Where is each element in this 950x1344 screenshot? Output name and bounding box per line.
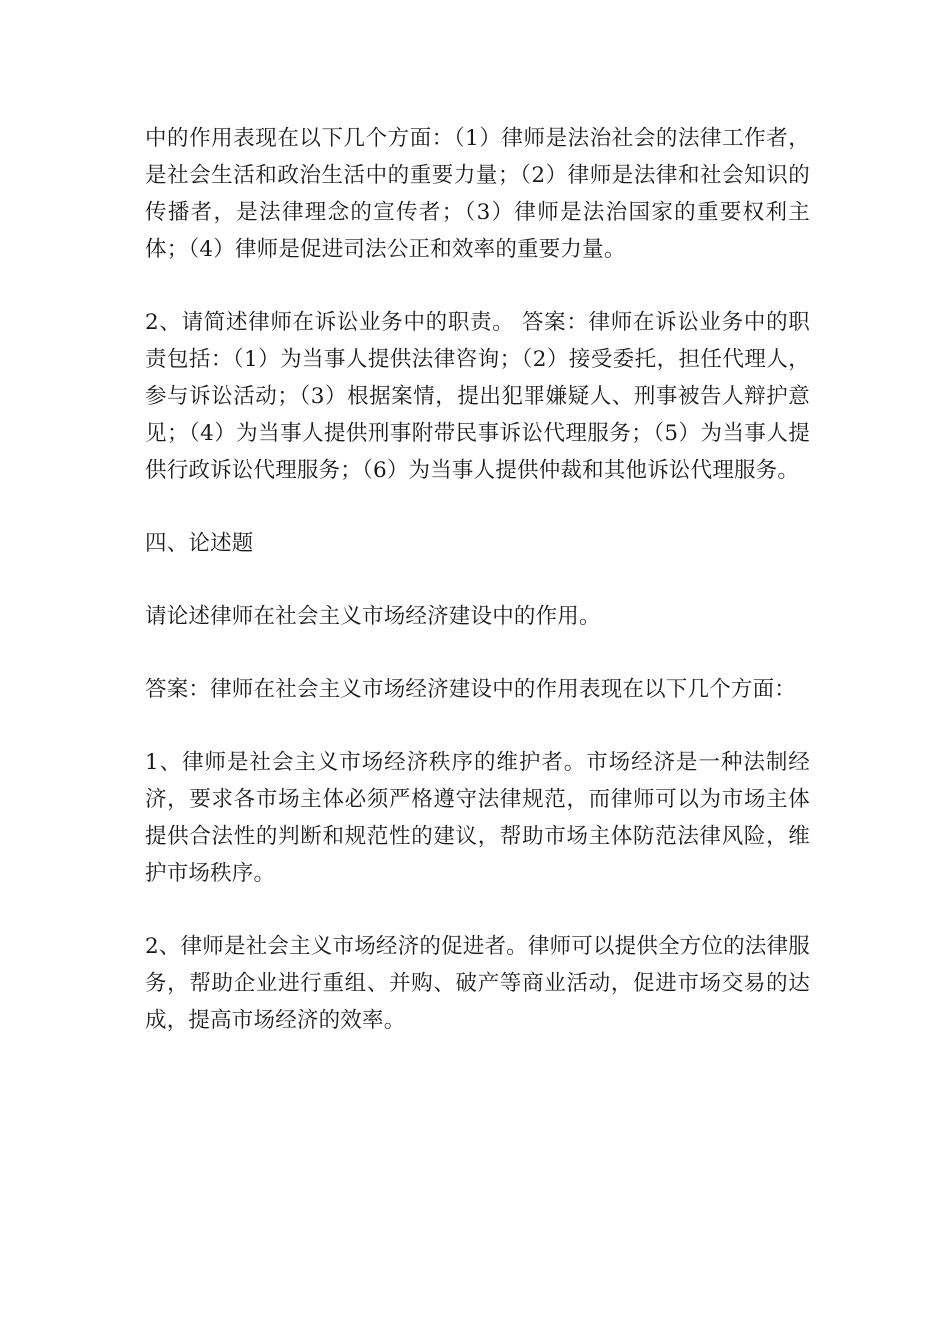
document-page [145, 120, 810, 1075]
essay-answer-point-2: 2、律师是社会主义市场经济的促进者。律师可以提供全方位的法律服务，帮助企业进行重组、并购、破产等商业活动，促进市场交易的达成，提高市场经济的效率。 [145, 934, 810, 1033]
essay-question: 请论述律师在社会主义市场经济建设中的作用。 [145, 604, 601, 629]
paragraph-litigation-duties: 2、请简述律师在诉讼业务中的职责。 答案：律师在诉讼业务中的职责包括：（1）为当事人提供法律咨询；（2）接受委托，担任代理人，参与诉讼活动；（3）根据案情，提出犯罪嫌疑人、刑事被告人辩护意见；（4）为当事人提供刑事附带民事诉讼代理服务；（5）为当事人提供行政诉讼代理服务；（6）为当事人提供仲裁和其他诉讼代理服务。 [145, 310, 810, 483]
paragraph-role-summary: 中的作用表现在以下几个方面：（1）律师是法治社会的法律工作者，是社会生活和政治生活中的重要力量；（2）律师是法律和社会知识的传播者，是法律理念的宣传者；（3）律师是法治国家的重要权利主体；（4）律师是促进司法公正和效率的重要力量。 [145, 126, 810, 262]
essay-answer-point-1: 1、律师是社会主义市场经济秩序的维护者。市场经济是一种法制经济，要求各市场主体必须严格遵守法律规范，而律师可以为市场主体提供合法性的判断和规范性的建议，帮助市场主体防范法律风险，维护市场秩序。 [145, 750, 810, 886]
section-heading-essay: 四、论述题 [145, 531, 254, 556]
essay-answer-intro: 答案：律师在社会主义市场经济建设中的作用表现在以下几个方面： [145, 677, 797, 702]
